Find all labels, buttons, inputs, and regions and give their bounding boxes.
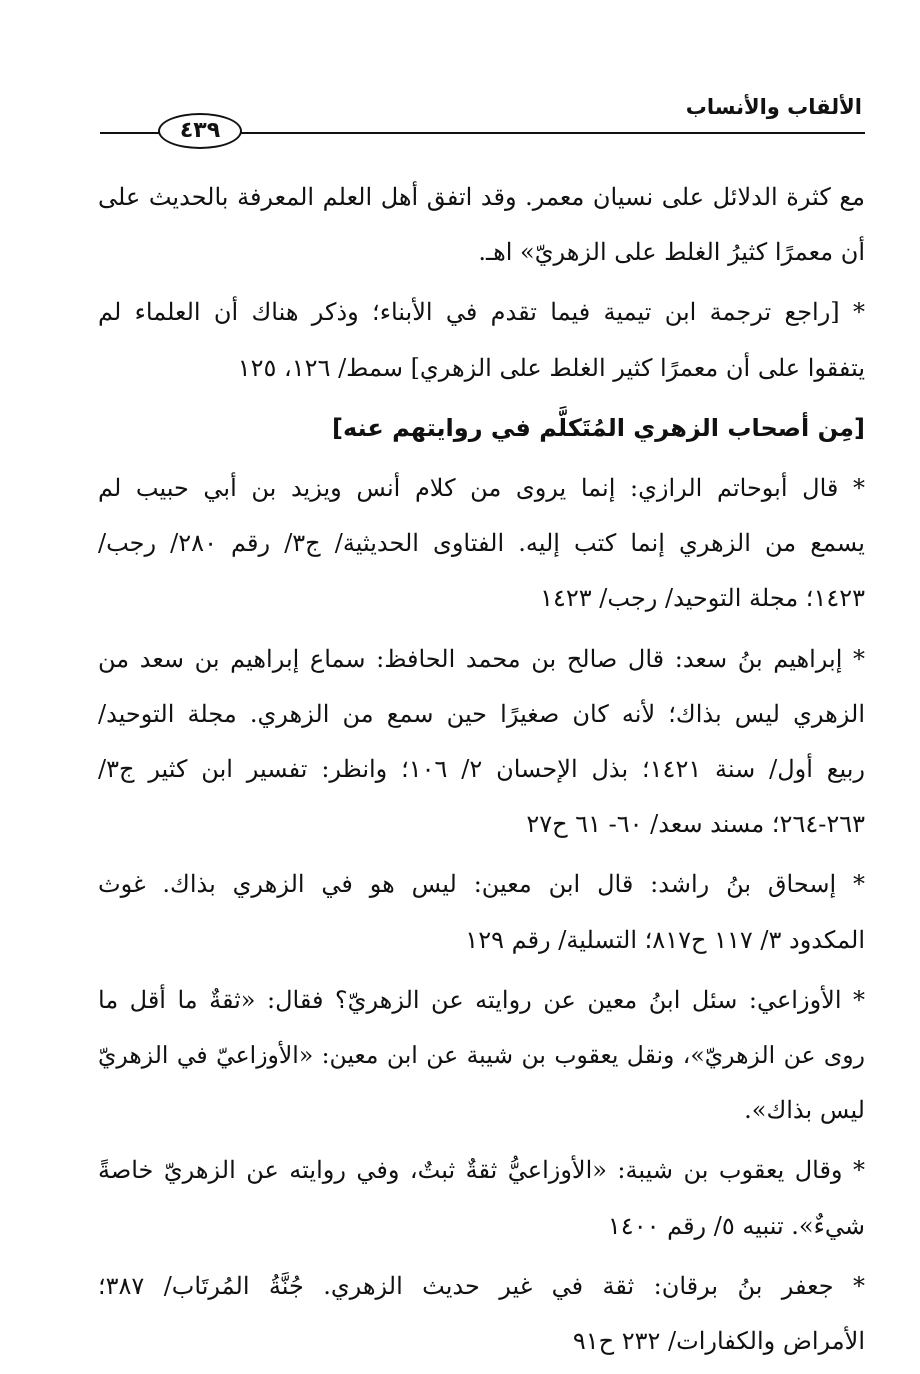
page-number: ٤٣٩ — [158, 113, 242, 149]
section-heading — [98, 401, 865, 456]
text-line: روى عن الزهريّ»، ونقل يعقوب بن شيبة عن ابن معين: «الأوزاعيّ في الزهريّ — [98, 1041, 865, 1070]
running-title: الألقاب والأنساب — [685, 95, 862, 119]
text-line: ٢٦٣-٢٦٤؛ مسند سعد/ ٦٠- ٦١ ح٢٧ — [526, 810, 865, 839]
body-text — [98, 170, 865, 1374]
text-line: ربيع أول/ سنة ١٤٢١؛ بذل الإحسان ٢/ ١٠٦؛ وانظر: تفسير ابن كثير ج٣/ — [98, 755, 866, 784]
text-line: * [راجع ترجمة ابن تيمية فيما تقدم في الأبناء؛ وذكر هناك أن العلماء لم — [98, 298, 865, 327]
text-line: * إبراهيم بنُ سعد: قال صالح بن محمد الحافظ: سماع إبراهيم بن سعد من — [98, 644, 866, 673]
paragraph — [98, 170, 865, 280]
text-line: ليس بذاك». — [744, 1096, 865, 1125]
text-line: * الأوزاعي: سئل ابنُ معين عن روايته عن الزهريّ؟ فقال: «ثقةٌ ما أقل ما — [98, 985, 866, 1014]
text-line: يتفقوا على أن معمرًا كثير الغلط على الزهري] سمط/ ١٢٦، ١٢٥ — [237, 353, 865, 382]
text-line: [مِن أصحاب الزهري المُتَكلَّم في روايتهم عنه] — [332, 413, 865, 442]
text-line: الأمراض والكفارات/ ٢٣٢ ح٩١ — [572, 1327, 865, 1356]
paragraph — [98, 857, 865, 967]
text-line: * قال أبوحاتم الرازي: إنما يروى من كلام أنس ويزيد بن أبي حبيب لم — [98, 474, 865, 503]
text-line: * جعفر بنُ برقان: ثقة في غير حديث الزهري. جُنَّةُ المُرتَاب/ ٣٨٧؛ — [98, 1271, 865, 1300]
text-line: الزهري ليس بذاك؛ لأنه كان صغيرًا حين سمع من الزهري. مجلة التوحيد/ — [98, 699, 865, 728]
paragraph — [98, 1143, 865, 1253]
text-line: * إسحاق بنُ راشد: قال ابن معين: ليس هو في الزهري بذاك. غوث — [98, 870, 865, 899]
paragraph — [98, 632, 865, 853]
text-line: شيءٌ». تنبيه ٥/ رقم ١٤٠٠ — [607, 1211, 865, 1240]
text-line: المكدود ٣/ ١١٧ ح٨١٧؛ التسلية/ رقم ١٢٩ — [465, 925, 865, 954]
paragraph — [98, 285, 865, 395]
paragraph — [98, 973, 865, 1139]
text-line: * وقال يعقوب بن شيبة: «الأوزاعيُّ ثقةٌ ثبتٌ، وفي روايته عن الزهريّ خاصةً — [98, 1156, 865, 1185]
paragraph — [98, 1259, 865, 1369]
text-line: مع كثرة الدلائل على نسيان معمر. وقد اتفق أهل العلم المعرفة بالحديث على — [98, 183, 865, 211]
paragraph — [98, 461, 865, 627]
text-line: أن معمرًا كثيرُ الغلط على الزهريّ» اهـ. — [478, 238, 865, 267]
text-line: يسمع من الزهري إنما كتب إليه. الفتاوى الحديثية/ ج٣/ رقم ٢٨٠/ رجب/ — [98, 529, 865, 558]
text-line: ١٤٢٣؛ مجلة التوحيد/ رجب/ ١٤٢٣ — [540, 584, 865, 613]
